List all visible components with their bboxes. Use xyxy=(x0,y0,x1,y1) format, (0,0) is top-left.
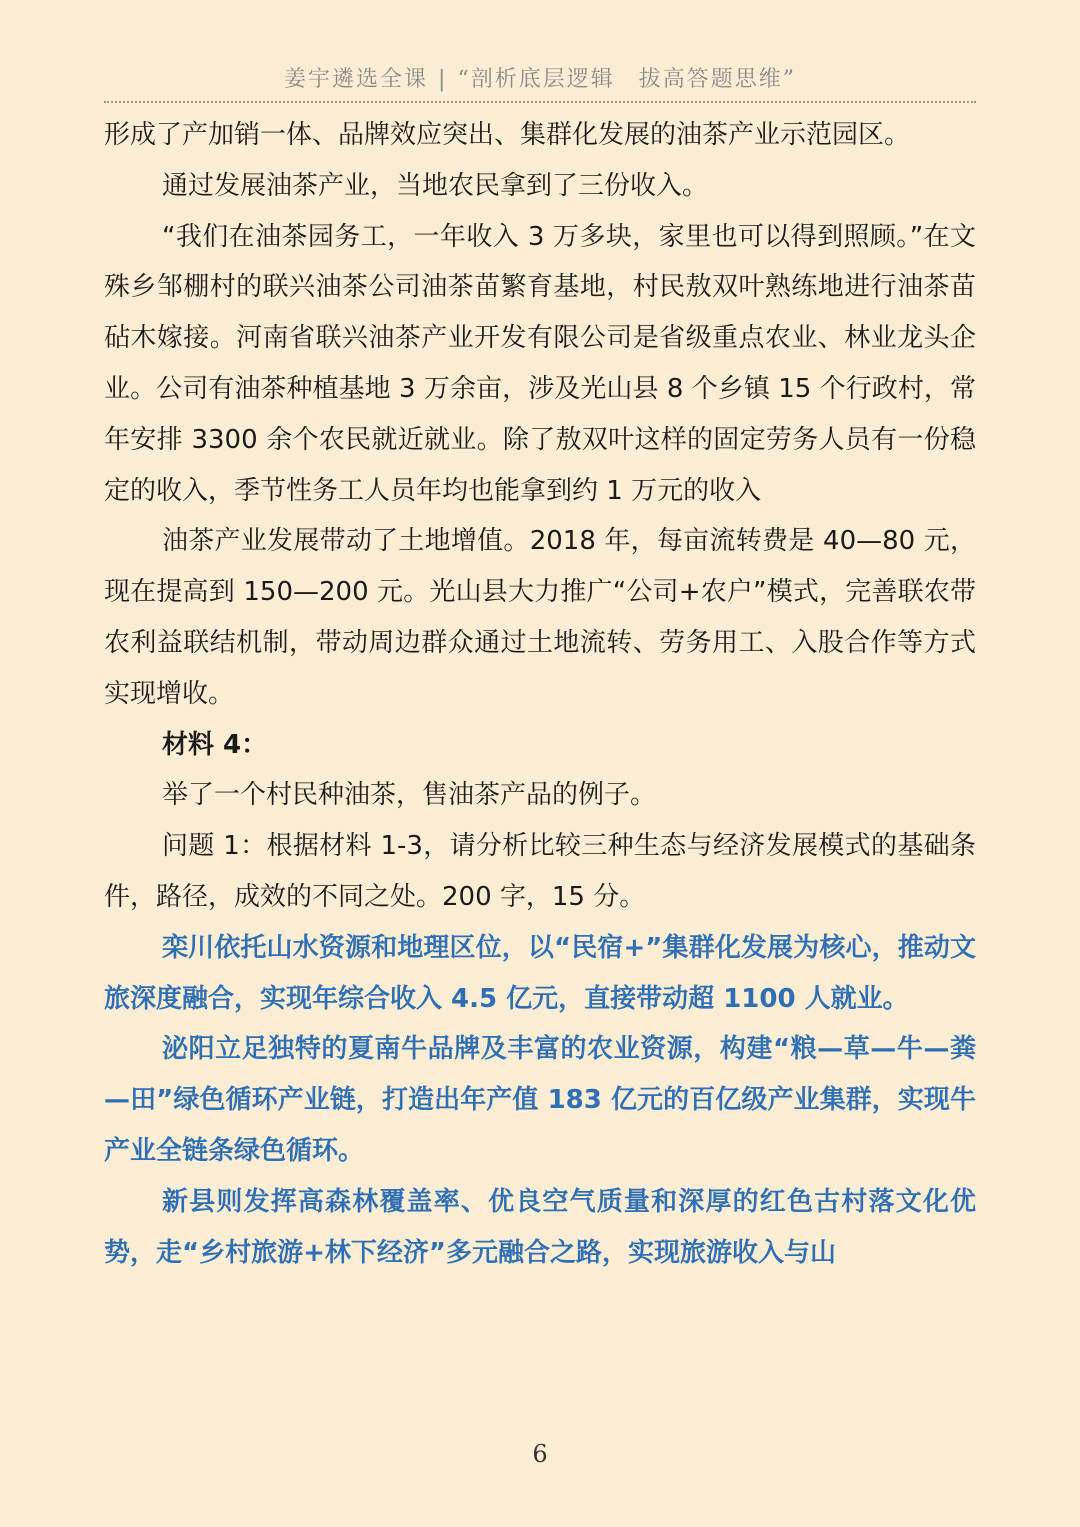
page-header xyxy=(104,62,976,93)
header-slogan: “剖析底层逻辑 拔高答题思维” xyxy=(457,67,796,92)
paragraph-continued: 形成了产加销一体、品牌效应突出、集群化发展的油茶产业示范园区。 xyxy=(104,120,911,150)
header-divider xyxy=(104,101,976,103)
answer-biyang: 泌阳立足独特的夏南牛品牌及丰富的农业资源，构建“粮—草—牛—粪—田”绿色循环产业链，打造出年产值 183 亿元的百亿级产业集群，实现牛产业全链条绿色循环。 xyxy=(104,1034,976,1166)
question-1: 问题 1：根据材料 1-3，请分析比较三种生态与经济发展模式的基础条件，路径，成效的不同之处。200 字，15 分。 xyxy=(104,831,976,912)
material-4-heading: 材料 4： xyxy=(162,729,268,760)
answer-luanchuan: 栾川依托山水资源和地理区位，以“民宿+”集群化发展为核心，推动文旅深度融合，实现年综合收入 4.5 亿元，直接带动超 1100 人就业。 xyxy=(104,932,976,1014)
header-course-title: 姜宇遴选全课 xyxy=(284,67,429,92)
header-separator: | xyxy=(438,67,448,92)
document-body xyxy=(104,110,976,1278)
paragraph-land-value: 油茶产业发展带动了土地增值。2018 年，每亩流转费是 40—80 元，现在提高到 150—200 元。光山县大力推广“公司+农户”模式，完善联农带农利益联结机制，带动周边群众通过土地流转、劳务用工、入股合作等方式实现增收。 xyxy=(104,526,976,709)
answer-xinxian: 新县则发挥高森林覆盖率、优良空气质量和深厚的红色古村落文化优势，走“乡村旅游+林下经济”多元融合之路，实现旅游收入与山 xyxy=(104,1186,976,1268)
material-4-summary: 举了一个村民种油茶，售油茶产品的例子。 xyxy=(162,780,657,811)
paragraph-three-incomes: 通过发展油茶产业，当地农民拿到了三份收入。 xyxy=(162,170,709,201)
paragraph-worker-quote: “我们在油茶园务工，一年收入 3 万多块，家里也可以得到照顾。”在文殊乡邹棚村的联兴油茶公司油茶苗繁育基地，村民敖双叶熟练地进行油茶苗砧木嫁接。河南省联兴油茶产业开发有限公司是省级重点农业、林业龙头企业。公司有油茶种植基地 3 万余亩，涉及光山县 8 个乡镇 15 个行政村，常年安排 3300 余个农民就近就业。除了敖双叶这样的固定劳务人员有一份稳定的收入，季节性务工人员年均也能拿到约 1 万元的收入 xyxy=(104,221,976,506)
page-number: 6 xyxy=(532,1440,548,1468)
